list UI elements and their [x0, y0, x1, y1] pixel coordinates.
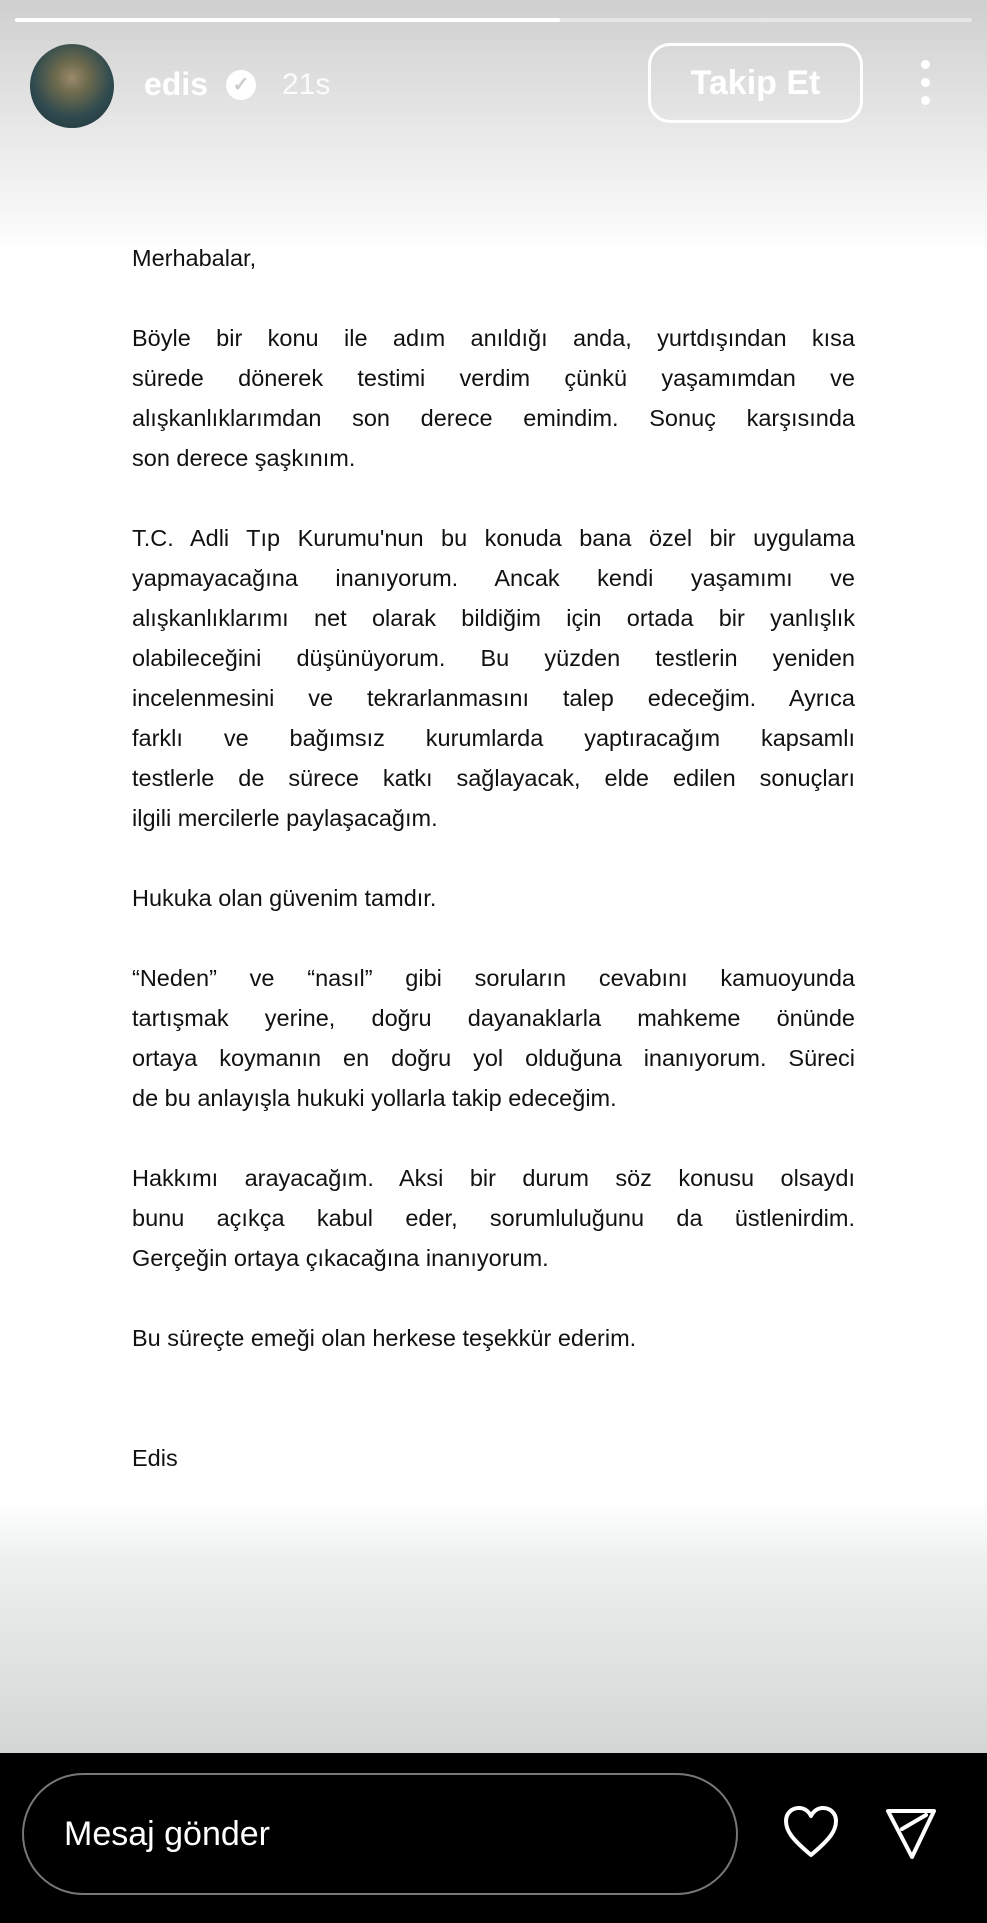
letter-line: Gerçeğin ortaya çıkacağına inanıyorum. [132, 1245, 549, 1271]
letter-line: Böyle bir konu ile adım anıldığı anda, yurtdışından kısa [132, 325, 855, 351]
letter-line: alışkanlıklarımdan son derece emindim. Sonuç karşısında [132, 405, 855, 431]
verified-badge-icon: ✓ [226, 70, 256, 100]
letter-line: T.C. Adli Tıp Kurumu'nun bu konuda bana özel bir uygulama [132, 525, 855, 551]
username[interactable]: edis [144, 66, 209, 102]
story-progress-bar [15, 18, 972, 22]
story-progress-fill [15, 18, 560, 22]
letter-line: ilgili mercilerle paylaşacağım. [132, 805, 438, 831]
letter-line: yapmayacağına inanıyorum. Ancak kendi yaşamımı ve [132, 565, 855, 591]
letter-line: son derece şaşkınım. [132, 445, 356, 471]
letter-line: Merhabalar, [132, 245, 257, 271]
follow-button[interactable]: Takip Et [648, 43, 863, 123]
letter-line: de bu anlayışla hukuki yollarla takip edeceğim. [132, 1085, 617, 1111]
letter-line: ortaya koymanın en doğru yol olduğuna inanıyorum. Süreci [132, 1045, 855, 1071]
bottom-bar [0, 1753, 987, 1923]
letter-line: Hakkımı arayacağım. Aksi bir durum söz konusu olsaydı [132, 1165, 855, 1191]
letter-line: Edis [132, 1445, 178, 1471]
avatar[interactable] [30, 44, 114, 128]
send-icon[interactable] [882, 1805, 940, 1861]
heart-icon[interactable] [782, 1805, 840, 1861]
letter-line: alışkanlıklarımı net olarak bildiğim için ortada bir yanlışlık [132, 605, 855, 631]
more-options-icon[interactable] [915, 60, 935, 110]
letter-text [132, 238, 855, 1478]
post-time: 21s [282, 68, 331, 101]
letter-line: olabileceğini düşünüyorum. Bu yüzden testlerin yeniden [132, 645, 855, 671]
letter-line: Bu süreçte emeği olan herkese teşekkür ederim. [132, 1325, 637, 1351]
letter-line: testlerle de sürece katkı sağlayacak, elde edilen sonuçları [132, 765, 855, 791]
letter-line: incelenmesini ve tekrarlanmasını talep edeceğim. Ayrıca [132, 685, 855, 711]
letter-line: sürede dönerek testimi verdim çünkü yaşamımdan ve [132, 365, 855, 391]
letter-line: bunu açıkça kabul eder, sorumluluğunu da üstlenirdim. [132, 1205, 855, 1231]
letter-line: Hukuka olan güvenim tamdır. [132, 885, 437, 911]
message-input[interactable]: Mesaj gönder [22, 1773, 738, 1895]
letter-line: tartışmak yerine, doğru dayanaklarla mahkeme önünde [132, 1005, 855, 1031]
letter-line: “Neden” ve “nasıl” gibi soruların cevabını kamuoyunda [132, 965, 855, 991]
letter-line: farklı ve bağımsız kurumlarda yaptıracağım kapsamlı [132, 725, 855, 751]
